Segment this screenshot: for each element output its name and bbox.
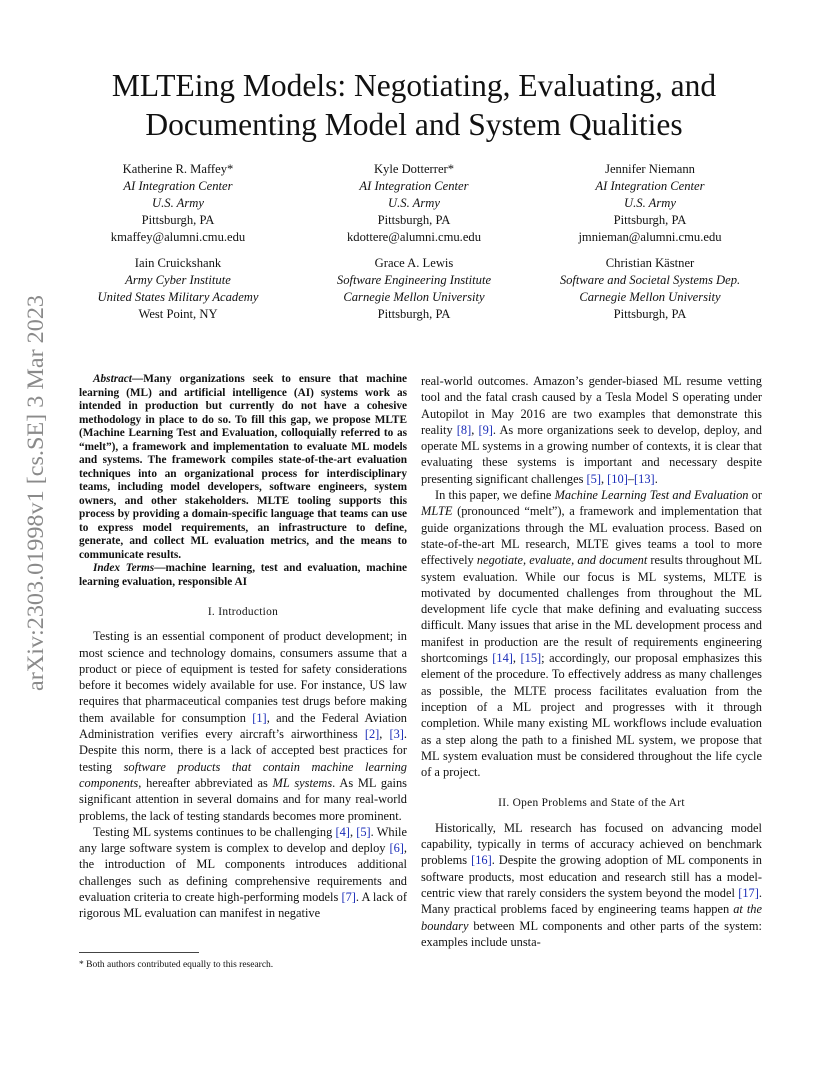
- author-affiliation: AI Integration Center: [359, 179, 469, 193]
- section-heading-introduction: I. Introduction: [207, 606, 279, 618]
- author-location: West Point, NY: [138, 307, 218, 321]
- citation-link[interactable]: [9]: [478, 422, 493, 437]
- citation-link[interactable]: [13]: [634, 471, 655, 486]
- author-card: [532, 161, 768, 246]
- footnote-rule: [79, 952, 199, 953]
- author-row-1: [60, 161, 768, 246]
- arxiv-identifier-stamp: [19, 293, 51, 693]
- citation-link[interactable]: [2]: [364, 727, 380, 742]
- citation-link[interactable]: [4]: [335, 824, 350, 839]
- author-name: Grace A. Lewis: [374, 256, 454, 270]
- author-affiliation: U.S. Army: [388, 196, 440, 210]
- footnote: * Both authors contributed equally to this research.: [79, 960, 274, 970]
- index-terms-text: —machine learning, test and evaluation, machine learning evaluation, responsible AI: [79, 562, 407, 588]
- citation-link[interactable]: [16]: [471, 853, 492, 868]
- right-column: [421, 373, 762, 950]
- author-location: Pittsburgh, PA: [141, 213, 215, 227]
- abstract: [79, 373, 407, 562]
- citation-link[interactable]: [3]: [389, 727, 404, 742]
- author-name: Jennifer Niemann: [605, 162, 695, 176]
- author-affiliation: AI Integration Center: [123, 179, 233, 193]
- author-email: kdottere@alumni.cmu.edu: [347, 230, 481, 244]
- author-affiliation: Army Cyber Institute: [125, 273, 231, 287]
- author-card: [532, 255, 768, 323]
- citation-link[interactable]: [17]: [738, 885, 759, 900]
- citation-link[interactable]: [7]: [341, 890, 356, 905]
- arxiv-stamp-text: arXiv:2303.01998v1 [cs.SE] 3 Mar 2023: [23, 314, 48, 691]
- abstract-label: Abstract: [93, 373, 132, 385]
- author-card: [296, 255, 532, 323]
- citation-link[interactable]: [14]: [492, 651, 513, 666]
- author-card: [60, 255, 296, 323]
- author-name: Katherine R. Maffey*: [122, 162, 234, 176]
- index-terms: [79, 562, 407, 589]
- citation-link[interactable]: [5]: [586, 471, 601, 486]
- author-location: Pittsburgh, PA: [377, 213, 451, 227]
- body-paragraph: In this paper, we define Machine Learning Test and Evaluation or MLTE (pronounced “melt”), a framework and implementation that guide organizations through the ML evaluation process. Based on state-of-the-art ML research, MLTE gives teams a tool to more effectively negotiate, evaluate, and document results throughout ML system evaluation. While our focus is ML systems, MLTE is motivated by documented challenges from throughout the ML development life cycle that make defining and evaluating success difficult. Many issues that arise in the ML development process and manifest in production are the result of requirements engineering shortcomings [14], [15]; accordingly, our proposal emphasizes this element of the procedure. To effectively address as many challenges as possible, the MLTE process facilitates evaluation from the inception of a ML project and progresses with it through completion. While many existing ML workflows include evaluation as a step along the path to a finished ML system, we propose that ML system evaluation must be considered throughout the life cycle of a project.: [421, 488, 763, 780]
- author-location: Pittsburgh, PA: [613, 307, 687, 321]
- author-email: kmaffey@alumni.cmu.edu: [110, 230, 246, 244]
- citation-link[interactable]: [15]: [520, 651, 542, 666]
- author-location: Pittsburgh, PA: [613, 213, 687, 227]
- author-name: Kyle Dotterrer*: [373, 162, 455, 176]
- author-block: [60, 161, 768, 332]
- abstract-text: —Many organizations seek to ensure that machine learning (ML) and artificial intelligence (AI) systems work as intended in production but currently do not have a cohesive methodology in place to do so. To fill this gap, we propose MLTE (Machine Learning Test and Evaluation, colloquially referred to as “melt”), a framework and implementation to evaluate ML models and systems. The framework compiles state-of-the-art evaluation techniques into an organizational process for interdisciplinary teams, including model developers, software engineers, system owners, and other stakeholders. MLTE tooling supports this process by providing a domain-specific language that teams can use to express model requirements, an infrastructure to define, generate, and collect ML evaluation metrics, and the means to communicate results.: [79, 373, 407, 561]
- author-affiliation: Carnegie Mellon University: [579, 290, 721, 304]
- index-terms-label: Index Terms: [93, 562, 155, 574]
- author-name: Christian Kästner: [605, 256, 695, 270]
- author-name: Iain Cruickshank: [134, 256, 222, 270]
- author-affiliation: Carnegie Mellon University: [343, 290, 485, 304]
- body-paragraph: Testing ML systems continues to be challenging [4], [5]. While any large software system is complex to develop and deploy [6], the introduction of ML components introduces additional challenges such as defining comprehensive requirements and evaluation criteria to create high-performing models [7]. A lack of rigorous ML evaluation can manifest in negative: [79, 824, 407, 921]
- author-affiliation: Software Engineering Institute: [336, 273, 492, 287]
- citation-link[interactable]: [1]: [252, 710, 267, 725]
- paper-title: MLTEing Models: Negotiating, Evaluating, and Documenting Model and System Qualities: [111, 68, 717, 142]
- author-location: Pittsburgh, PA: [377, 307, 451, 321]
- section-heading-open-problems: II. Open Problems and State of the Art: [498, 797, 685, 810]
- author-affiliation: AI Integration Center: [595, 179, 705, 193]
- body-paragraph: Historically, ML research has focused on advancing model capability, typically in terms of accuracy achieved on benchmark problems [16]. Despite the growing adoption of ML components in software products, most education and research still has a model-centric view that rarely considers the system beyond the model [17]. Many practical problems faced by engineering teams happen at the boundary between ML components and other parts of the system: examples include unsta-: [421, 820, 762, 949]
- author-affiliation: U.S. Army: [152, 196, 204, 210]
- citation-link[interactable]: [10]: [607, 471, 628, 486]
- left-column: [79, 373, 407, 922]
- author-card: [296, 161, 532, 246]
- citation-link[interactable]: [8]: [456, 422, 472, 437]
- body-paragraph: Testing is an essential component of product development; in most science and technology domains, consumers assume that a product or piece of equipment is tested for safety considerations before it becomes widely available for use. For instance, US law requires that pharmaceutical companies test drugs before making them available for consumption [1], and the Federal Aviation Administration verifies every aircraft’s airworthiness [2], [3]. Despite this norm, there is a lack of accepted best practices for testing software products that contain machine learning components, hereafter abbreviated as ML systems. As ML gains significant attention in several domains and for many real-world problems, the lack of testing standards becomes more prominent.: [79, 629, 407, 823]
- author-affiliation: U.S. Army: [624, 196, 676, 210]
- author-card: [60, 161, 296, 246]
- citation-link[interactable]: [6]: [389, 841, 404, 856]
- author-email: jmnieman@alumni.cmu.edu: [578, 230, 722, 244]
- author-affiliation: United States Military Academy: [97, 290, 259, 304]
- body-paragraph: real-world outcomes. Amazon’s gender-biased ML resume vetting tool and the fatal crash caused by a Tesla Model S operating under Autopilot in May 2016 are two examples that demonstrate this reality [8], [9]. As more organizations seek to develop, deploy, and operate ML systems in a growing number of contexts, it is clear that evaluating these systems is important and necessary despite presenting significant challenges [5], [10]–[13].: [421, 374, 762, 486]
- author-row-2: [60, 255, 768, 323]
- author-affiliation: Software and Societal Systems Dep.: [559, 273, 741, 287]
- citation-link[interactable]: [5]: [356, 824, 371, 839]
